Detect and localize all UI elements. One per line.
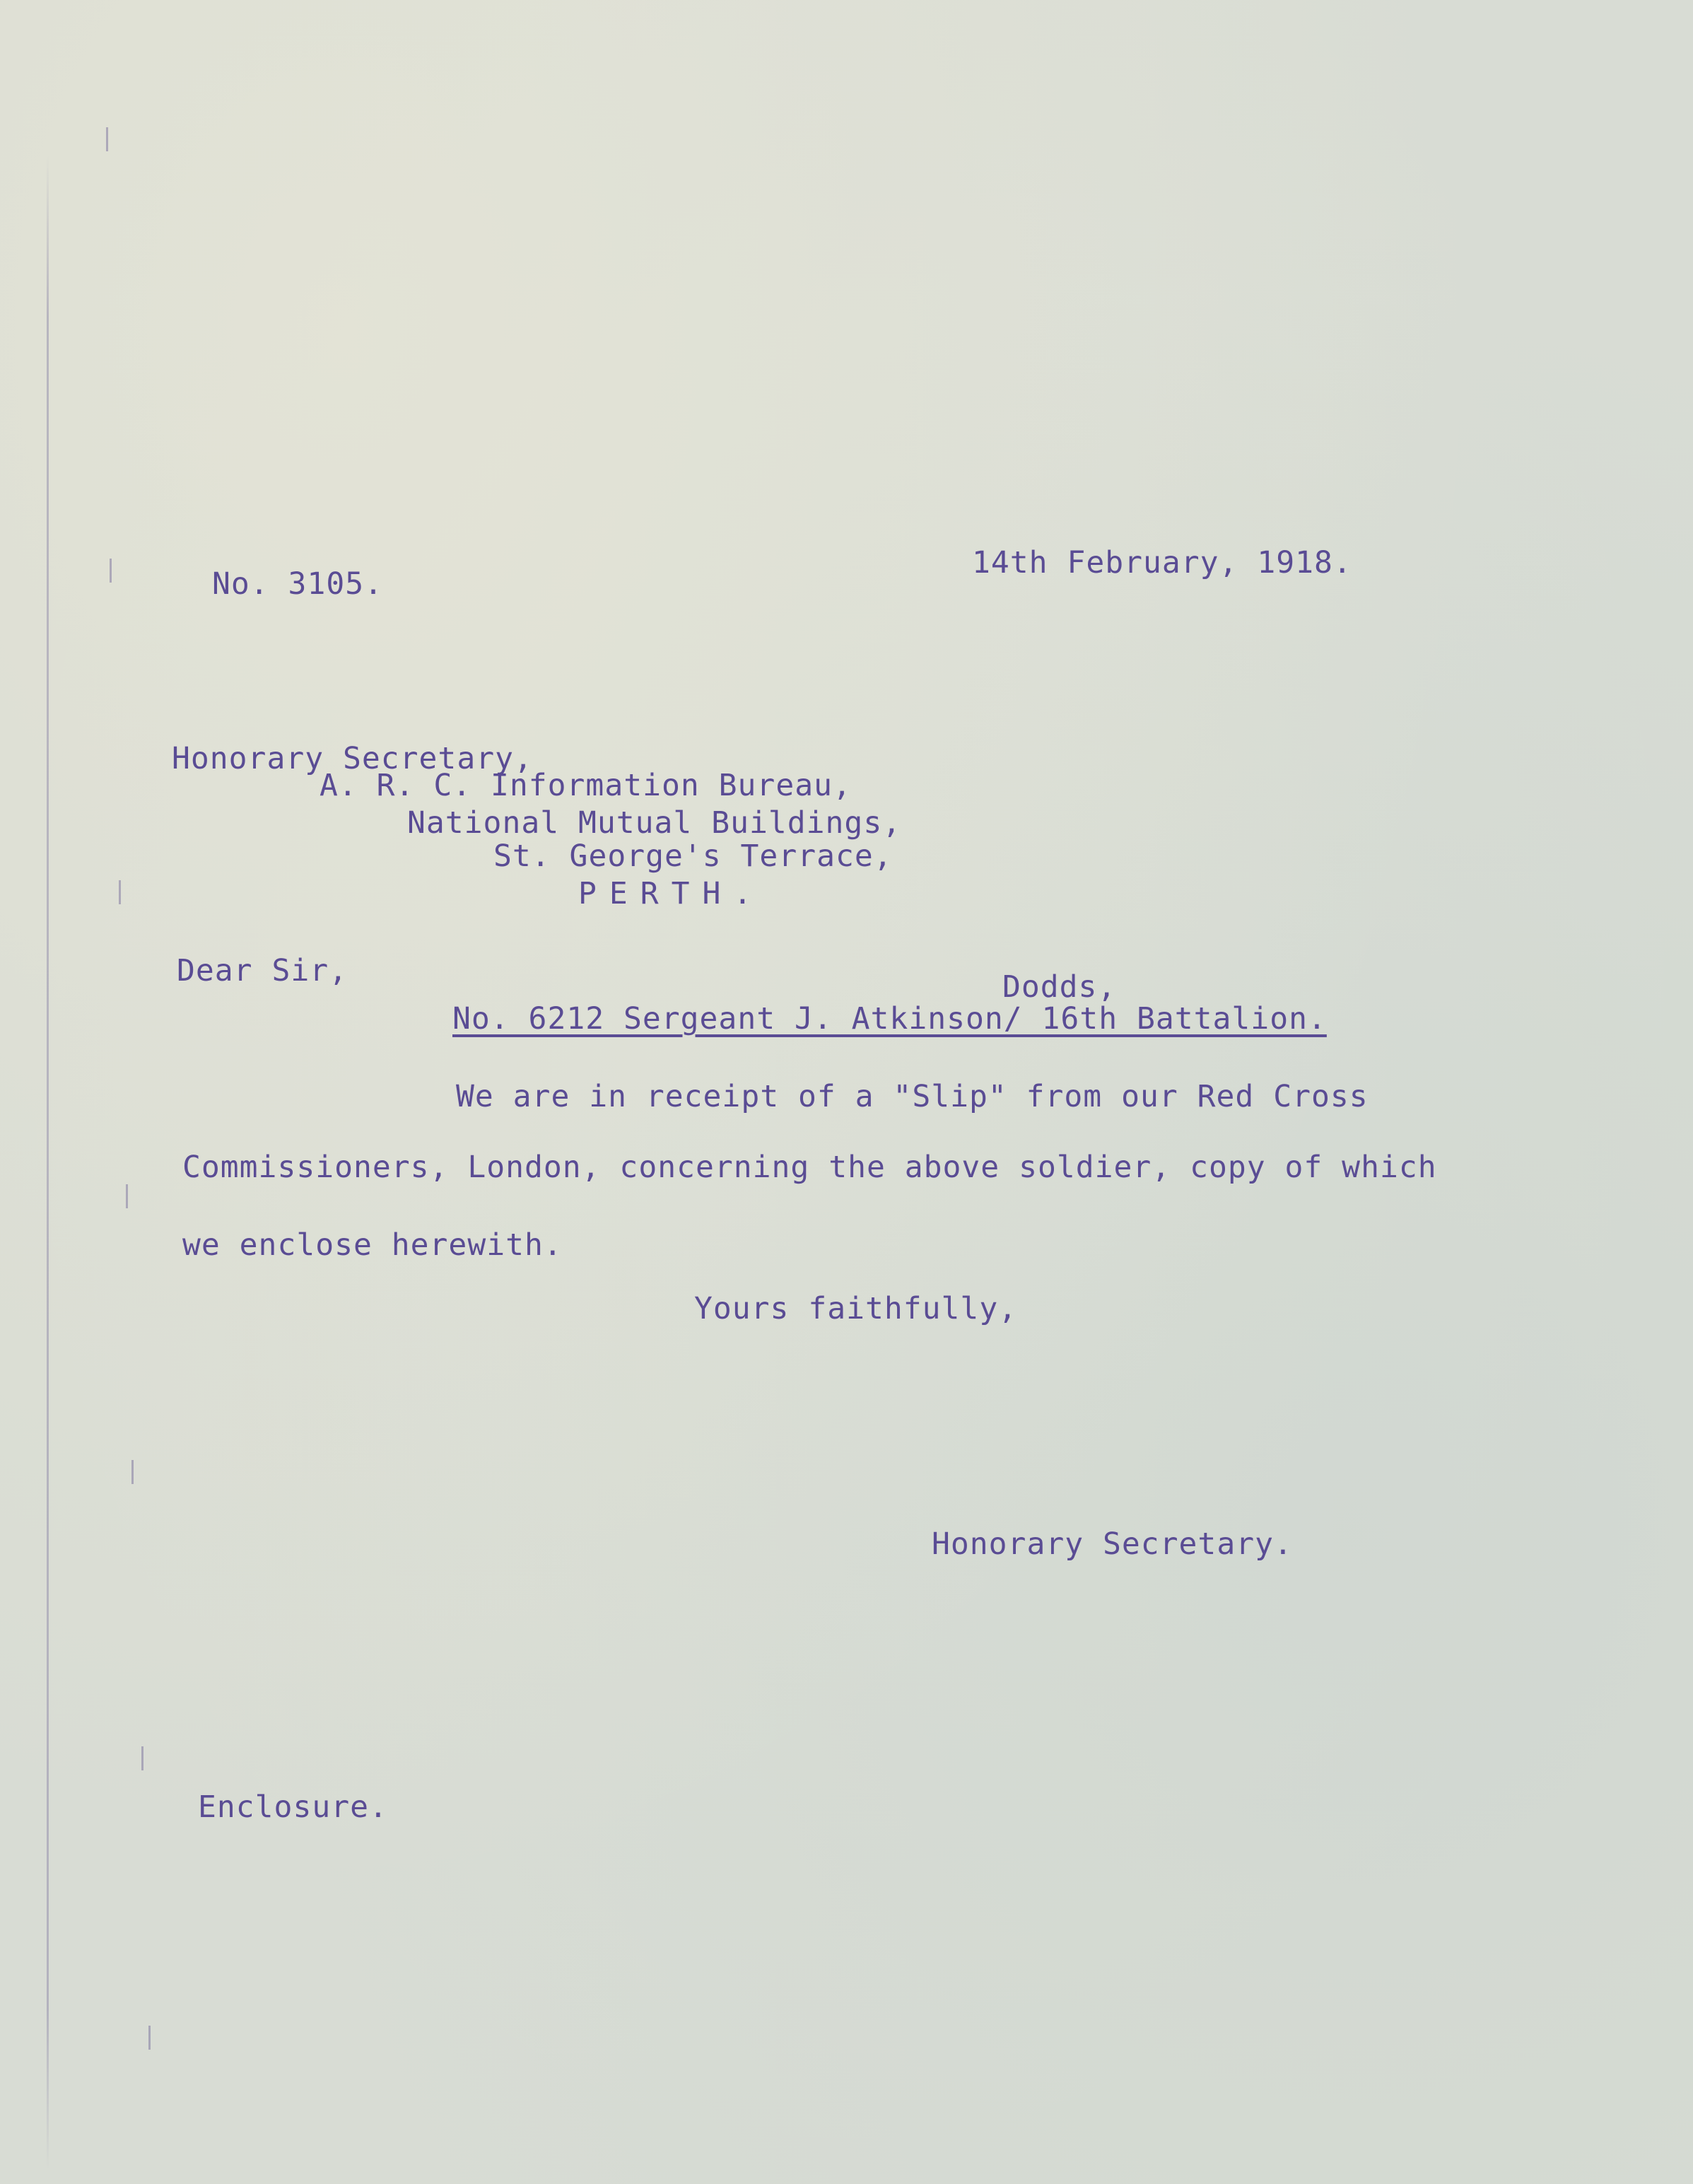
closing: Yours faithfully, [694, 1291, 1018, 1326]
subject-insertion: Dodds, [1002, 969, 1117, 1005]
margin-tick [148, 2026, 151, 2050]
address-line-4: St. George's Terrace, [493, 839, 893, 874]
body-line-3: we enclose herewith. [182, 1227, 563, 1263]
margin-tick [131, 1460, 134, 1484]
margin-tick [141, 1746, 143, 1770]
signature-title: Honorary Secretary. [932, 1526, 1293, 1562]
margin-tick [119, 880, 121, 904]
margin-rule [47, 156, 49, 2171]
salutation: Dear Sir, [177, 953, 348, 988]
margin-tick [110, 559, 112, 583]
margin-tick [126, 1184, 128, 1208]
address-line-1: Honorary Secretary, [172, 741, 533, 776]
enclosure-note: Enclosure. [198, 1789, 388, 1825]
address-line-3: National Mutual Buildings, [407, 805, 902, 841]
body-line-2: Commissioners, London, concerning the above soldier, copy of which [182, 1150, 1437, 1185]
address-line-2: A. R. C. Information Bureau, [320, 768, 852, 803]
letter-date: 14th February, 1918. [972, 545, 1352, 580]
body-line-1: We are in receipt of a "Slip" from our Red Cross [456, 1079, 1369, 1114]
margin-tick [106, 127, 108, 151]
subject-line: No. 6212 Sergeant J. Atkinson/ 16th Battalion. [452, 1001, 1327, 1036]
address-line-5: PERTH. [578, 876, 765, 911]
reference-number: No. 3105. [212, 566, 383, 602]
